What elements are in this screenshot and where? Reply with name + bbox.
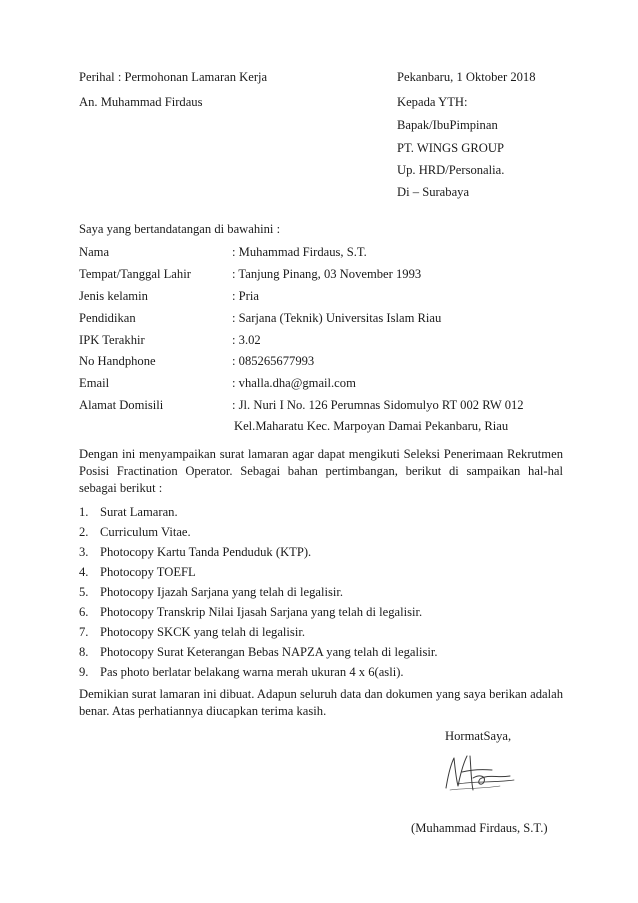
body-paragraph: Dengan ini menyampaikan surat lamaran agar dapat mengikuti Seleksi Penerimaan Rekrutmen Posisi Fractination Operator. Sebagai bahan pertimbangan, berikut di sampaikan hal-hal sebagai berikut : bbox=[79, 447, 563, 495]
letter-date: Pekanbaru, 1 Oktober 2018 bbox=[397, 70, 536, 84]
recipient-line: Bapak/IbuPimpinan bbox=[397, 118, 498, 132]
list-number: 4. bbox=[79, 565, 89, 579]
detail-label: Pendidikan bbox=[79, 311, 136, 325]
detail-value: : 085265677993 bbox=[232, 354, 315, 368]
sign-off: HormatSaya, bbox=[445, 729, 512, 743]
list-item: Pas photo berlatar belakang warna merah ukuran 4 x 6(asli). bbox=[100, 665, 404, 679]
recipient-line: Up. HRD/Personalia. bbox=[397, 163, 505, 177]
recipient-line: Di – Surabaya bbox=[397, 185, 470, 199]
list-number: 5. bbox=[79, 585, 89, 599]
detail-label: Alamat Domisili bbox=[79, 398, 164, 412]
recipient-line: PT. WINGS GROUP bbox=[397, 141, 504, 155]
list-number: 6. bbox=[79, 605, 89, 619]
intro-line: Saya yang bertandatangan di bawahini : bbox=[79, 222, 281, 236]
list-item: Photocopy Transkrip Nilai Ijasah Sarjana yang telah di legalisir. bbox=[100, 605, 423, 619]
list-number: 1. bbox=[79, 505, 89, 519]
list-item: Photocopy SKCK yang telah di legalisir. bbox=[100, 625, 305, 639]
list-item: Photocopy Kartu Tanda Penduduk (KTP). bbox=[100, 545, 312, 559]
detail-value: : Jl. Nuri I No. 126 Perumnas Sidomulyo RT 002 RW 012 bbox=[232, 398, 524, 412]
list-number: 9. bbox=[79, 665, 89, 679]
recipient-line: Kepada YTH: bbox=[397, 95, 468, 109]
list-item: Curriculum Vitae. bbox=[100, 525, 191, 539]
list-number: 8. bbox=[79, 645, 89, 659]
list-item: Surat Lamaran. bbox=[100, 505, 178, 519]
detail-value: : Sarjana (Teknik) Universitas Islam Riau bbox=[232, 311, 442, 325]
address-line-2: Kel.Maharatu Kec. Marpoyan Damai Pekanbaru, Riau bbox=[234, 419, 509, 433]
closing-paragraph: Demikian surat lamaran ini dibuat. Adapun seluruh data dan dokumen yang saya berikan adalah benar. Atas perhatiannya diucapkan terima kasih. bbox=[79, 687, 563, 718]
list-item: Photocopy Surat Keterangan Bebas NAPZA yang telah di legalisir. bbox=[100, 645, 438, 659]
detail-label: Jenis kelamin bbox=[79, 289, 148, 303]
signatory-name: (Muhammad Firdaus, S.T.) bbox=[411, 821, 548, 835]
list-item: Photocopy TOEFL bbox=[100, 565, 196, 579]
detail-label: No Handphone bbox=[79, 354, 156, 368]
sender-line: An. Muhammad Firdaus bbox=[79, 95, 203, 109]
detail-label: Nama bbox=[79, 245, 110, 259]
list-number: 7. bbox=[79, 625, 89, 639]
list-item: Photocopy Ijazah Sarjana yang telah di legalisir. bbox=[100, 585, 344, 599]
detail-value: : Muhammad Firdaus, S.T. bbox=[232, 245, 367, 259]
detail-label: IPK Terakhir bbox=[79, 333, 145, 347]
handwritten-signature bbox=[440, 748, 518, 796]
detail-value: : Pria bbox=[232, 289, 259, 303]
subject-line: Perihal : Permohonan Lamaran Kerja bbox=[79, 70, 268, 84]
detail-value: : vhalla.dha@gmail.com bbox=[232, 376, 356, 390]
detail-label: Tempat/Tanggal Lahir bbox=[79, 267, 191, 281]
detail-value: : Tanjung Pinang, 03 November 1993 bbox=[232, 267, 422, 281]
list-number: 2. bbox=[79, 525, 89, 539]
detail-label: Email bbox=[79, 376, 110, 390]
detail-value: : 3.02 bbox=[232, 333, 261, 347]
list-number: 3. bbox=[79, 545, 89, 559]
